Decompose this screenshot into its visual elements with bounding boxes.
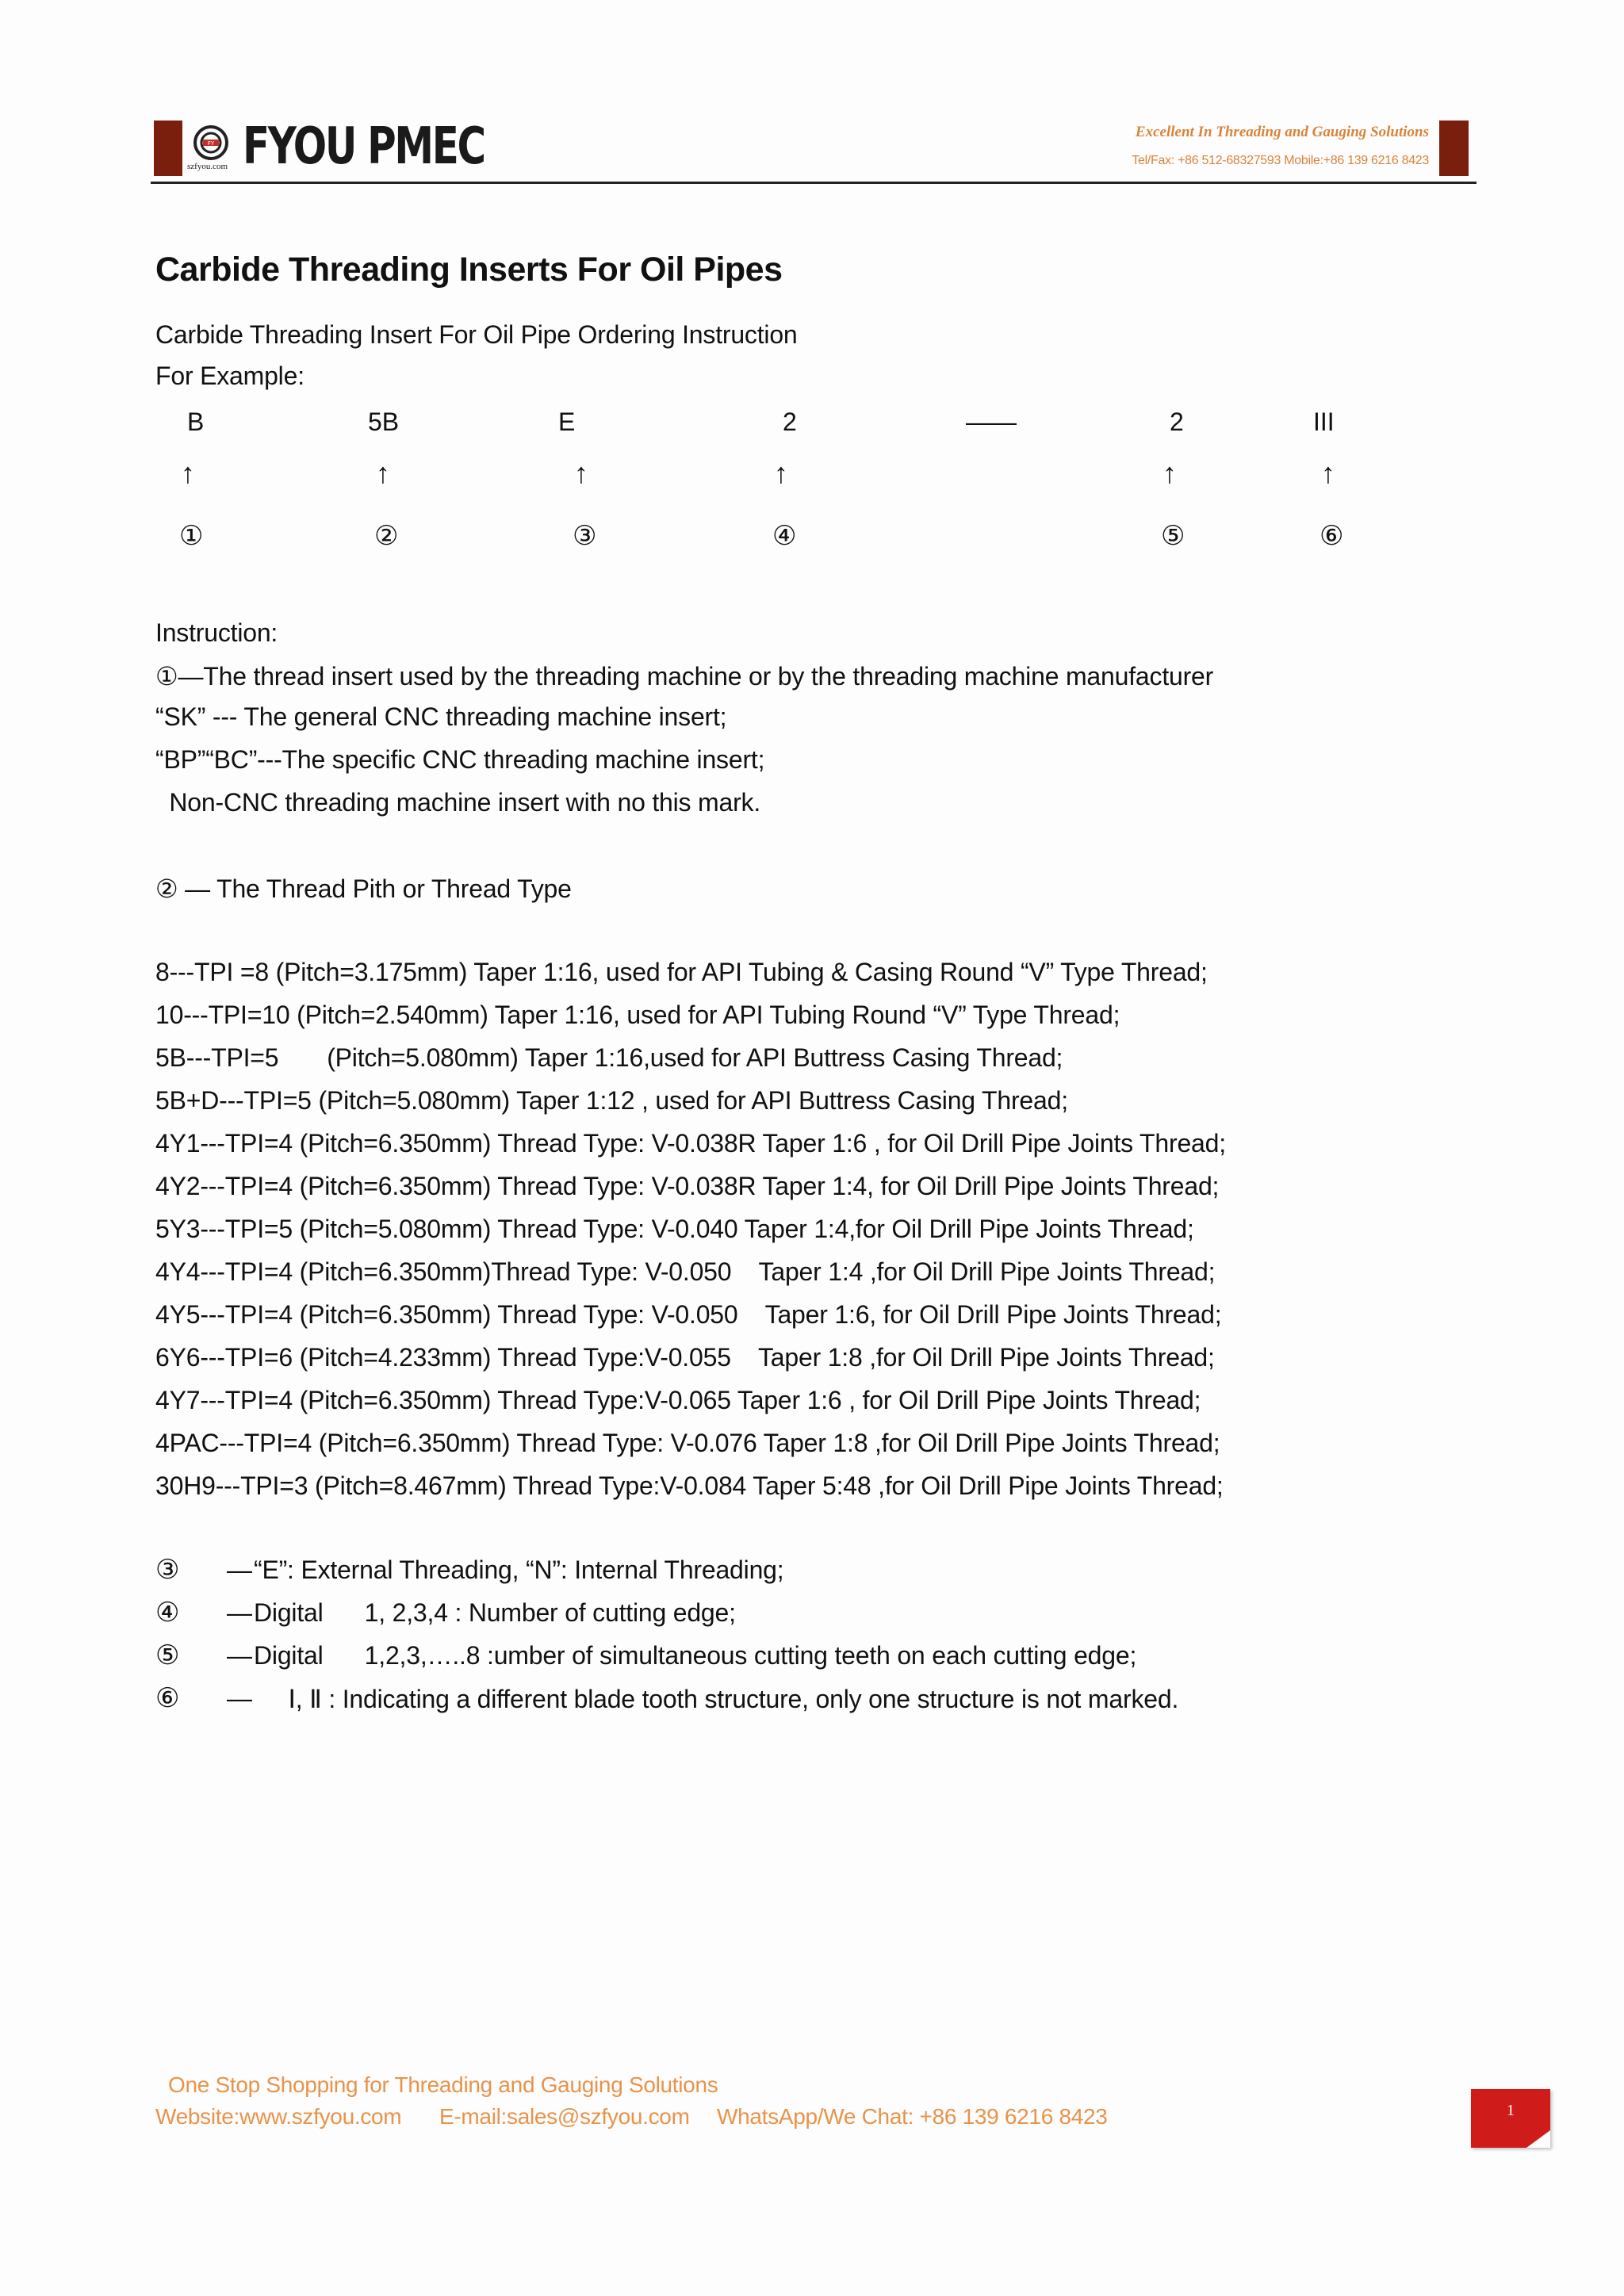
definition-dash: — <box>227 1684 252 1712</box>
thread-spec-line: 4Y2---TPI=4 (Pitch=6.350mm) Thread Type: V-0.038R Taper 1:4, for Oil Drill Pipe Joints Thread; <box>155 1172 1220 1200</box>
header-slogan: Excellent In Threading and Gauging Solutions <box>1135 124 1429 140</box>
footer-website-link[interactable]: Website:www.szfyou.com <box>155 2104 402 2129</box>
section2-heading: ② — The Thread Pith or Thread Type <box>155 874 572 903</box>
header-accent-right <box>1439 121 1469 176</box>
page-curl-icon <box>1526 2130 1550 2148</box>
arrow-up-icon: ↑ <box>774 457 788 489</box>
definition-dash: — <box>227 1556 252 1584</box>
thread-spec-line: 5B+D---TPI=5 (Pitch=5.080mm) Taper 1:12 , used for API Buttress Casing Thread; <box>155 1086 1068 1115</box>
code-separator: —— <box>966 408 1017 436</box>
thread-spec-line: 6Y6---TPI=6 (Pitch=4.233mm) Thread Type:V-0.055 Taper 1:8 ,for Oil Drill Pipe Joints Thread; <box>155 1343 1215 1372</box>
header-divider <box>151 182 1477 184</box>
code-part-3: E <box>558 408 576 436</box>
thread-spec-line: 5B---TPI=5 (Pitch=5.080mm) Taper 1:16,used for API Buttress Casing Thread; <box>155 1043 1063 1072</box>
instruction-label: Instruction: <box>155 618 278 647</box>
brand-logo-text: FYOU PMEC <box>243 117 485 176</box>
thread-spec-line: 30H9---TPI=3 (Pitch=8.467mm) Thread Type:V-0.084 Taper 5:48 ,for Oil Drill Pipe Joints Thread; <box>155 1471 1224 1500</box>
thread-spec-line: 4Y1---TPI=4 (Pitch=6.350mm) Thread Type: V-0.038R Taper 1:6 , for Oil Drill Pipe Joints Thread; <box>155 1129 1226 1158</box>
arrow-up-icon: ↑ <box>1162 457 1177 489</box>
header-contact: Tel/Fax: +86 512-68327593 Mobile:+86 139 6216 8423 <box>1132 154 1429 167</box>
thread-spec-line: 10---TPI=10 (Pitch=2.540mm) Taper 1:16, used for API Tubing Round “V” Type Thread; <box>155 1001 1120 1029</box>
thread-spec-line: 5Y3---TPI=5 (Pitch=5.080mm) Thread Type: V-0.040 Taper 1:4,for Oil Drill Pipe Joints Thread; <box>155 1215 1194 1243</box>
definition-marker: ④ <box>155 1597 180 1628</box>
thread-spec-line: 8---TPI =8 (Pitch=3.175mm) Taper 1:16, used for API Tubing & Casing Round “V” Type Thread; <box>155 958 1208 986</box>
section1-line: “SK” --- The general CNC threading machine insert; <box>155 702 727 731</box>
code-part-1: B <box>187 408 205 436</box>
page-number: 1 <box>1507 2102 1515 2119</box>
thread-spec-line: 4PAC---TPI=4 (Pitch=6.350mm) Thread Type: V-0.076 Taper 1:8 ,for Oil Drill Pipe Joints Thread; <box>155 1429 1220 1457</box>
svg-text:FY: FY <box>207 140 215 147</box>
definition-text: Ⅰ, Ⅱ : Indicating a different blade tooth structure, only one structure is not marked. <box>254 1685 1179 1713</box>
code-part-4: 2 <box>783 408 797 436</box>
marker-2: ② <box>374 520 399 552</box>
logo-subtext: szfyou.com <box>187 162 228 171</box>
definition-marker: ③ <box>155 1554 180 1586</box>
code-part-6: III <box>1313 408 1335 436</box>
definition-text: Digital 1, 2,3,4 : Number of cutting edge; <box>254 1598 736 1627</box>
definition-text: “E”: External Threading, “N”: Internal Threading; <box>254 1556 784 1584</box>
thread-spec-line: 4Y7---TPI=4 (Pitch=6.350mm) Thread Type:V-0.065 Taper 1:6 , for Oil Drill Pipe Joints Thread; <box>155 1386 1201 1414</box>
page-title: Carbide Threading Inserts For Oil Pipes <box>155 251 783 289</box>
header-accent-left <box>154 121 182 176</box>
intro-line: Carbide Threading Insert For Oil Pipe Ordering Instruction <box>155 320 798 349</box>
code-part-2: 5B <box>368 408 400 436</box>
definition-dash: — <box>227 1641 252 1670</box>
code-part-5: 2 <box>1170 408 1184 436</box>
arrow-up-icon: ↑ <box>574 457 588 489</box>
section1-heading: ①—The thread insert used by the threading machine or by the threading machine manufacturer <box>155 662 1214 691</box>
arrow-up-icon: ↑ <box>181 457 195 489</box>
marker-1: ① <box>179 520 204 552</box>
definition-marker: ⑤ <box>155 1640 180 1671</box>
marker-3: ③ <box>573 520 597 552</box>
arrow-up-icon: ↑ <box>376 457 390 489</box>
brand-logo-icon <box>192 124 230 162</box>
thread-spec-line: 4Y4---TPI=4 (Pitch=6.350mm)Thread Type: V-0.050 Taper 1:4 ,for Oil Drill Pipe Joints Thread; <box>155 1257 1216 1286</box>
marker-6: ⑥ <box>1320 520 1344 552</box>
footer-email-link[interactable]: E-mail:sales@szfyou.com <box>439 2104 690 2129</box>
definition-text: Digital 1,2,3,…..8 :umber of simultaneous cutting teeth on each cutting edge; <box>254 1641 1137 1670</box>
page-number-badge <box>1471 2089 1550 2148</box>
definition-dash: — <box>227 1598 252 1627</box>
arrow-up-icon: ↑ <box>1321 457 1335 489</box>
definition-marker: ⑥ <box>155 1682 180 1714</box>
marker-5: ⑤ <box>1161 520 1185 552</box>
marker-4: ④ <box>772 520 797 552</box>
footer-tagline: One Stop Shopping for Threading and Gauging Solutions <box>168 2072 718 2097</box>
section1-line: Non-CNC threading machine insert with no this mark. <box>155 788 761 817</box>
section1-line: “BP”“BC”---The specific CNC threading machine insert; <box>155 745 765 774</box>
thread-spec-line: 4Y5---TPI=4 (Pitch=6.350mm) Thread Type: V-0.050 Taper 1:6, for Oil Drill Pipe Joints Thread; <box>155 1300 1222 1329</box>
example-label: For Example: <box>155 362 304 390</box>
footer-whatsapp: WhatsApp/We Chat: +86 139 6216 8423 <box>717 2104 1108 2129</box>
